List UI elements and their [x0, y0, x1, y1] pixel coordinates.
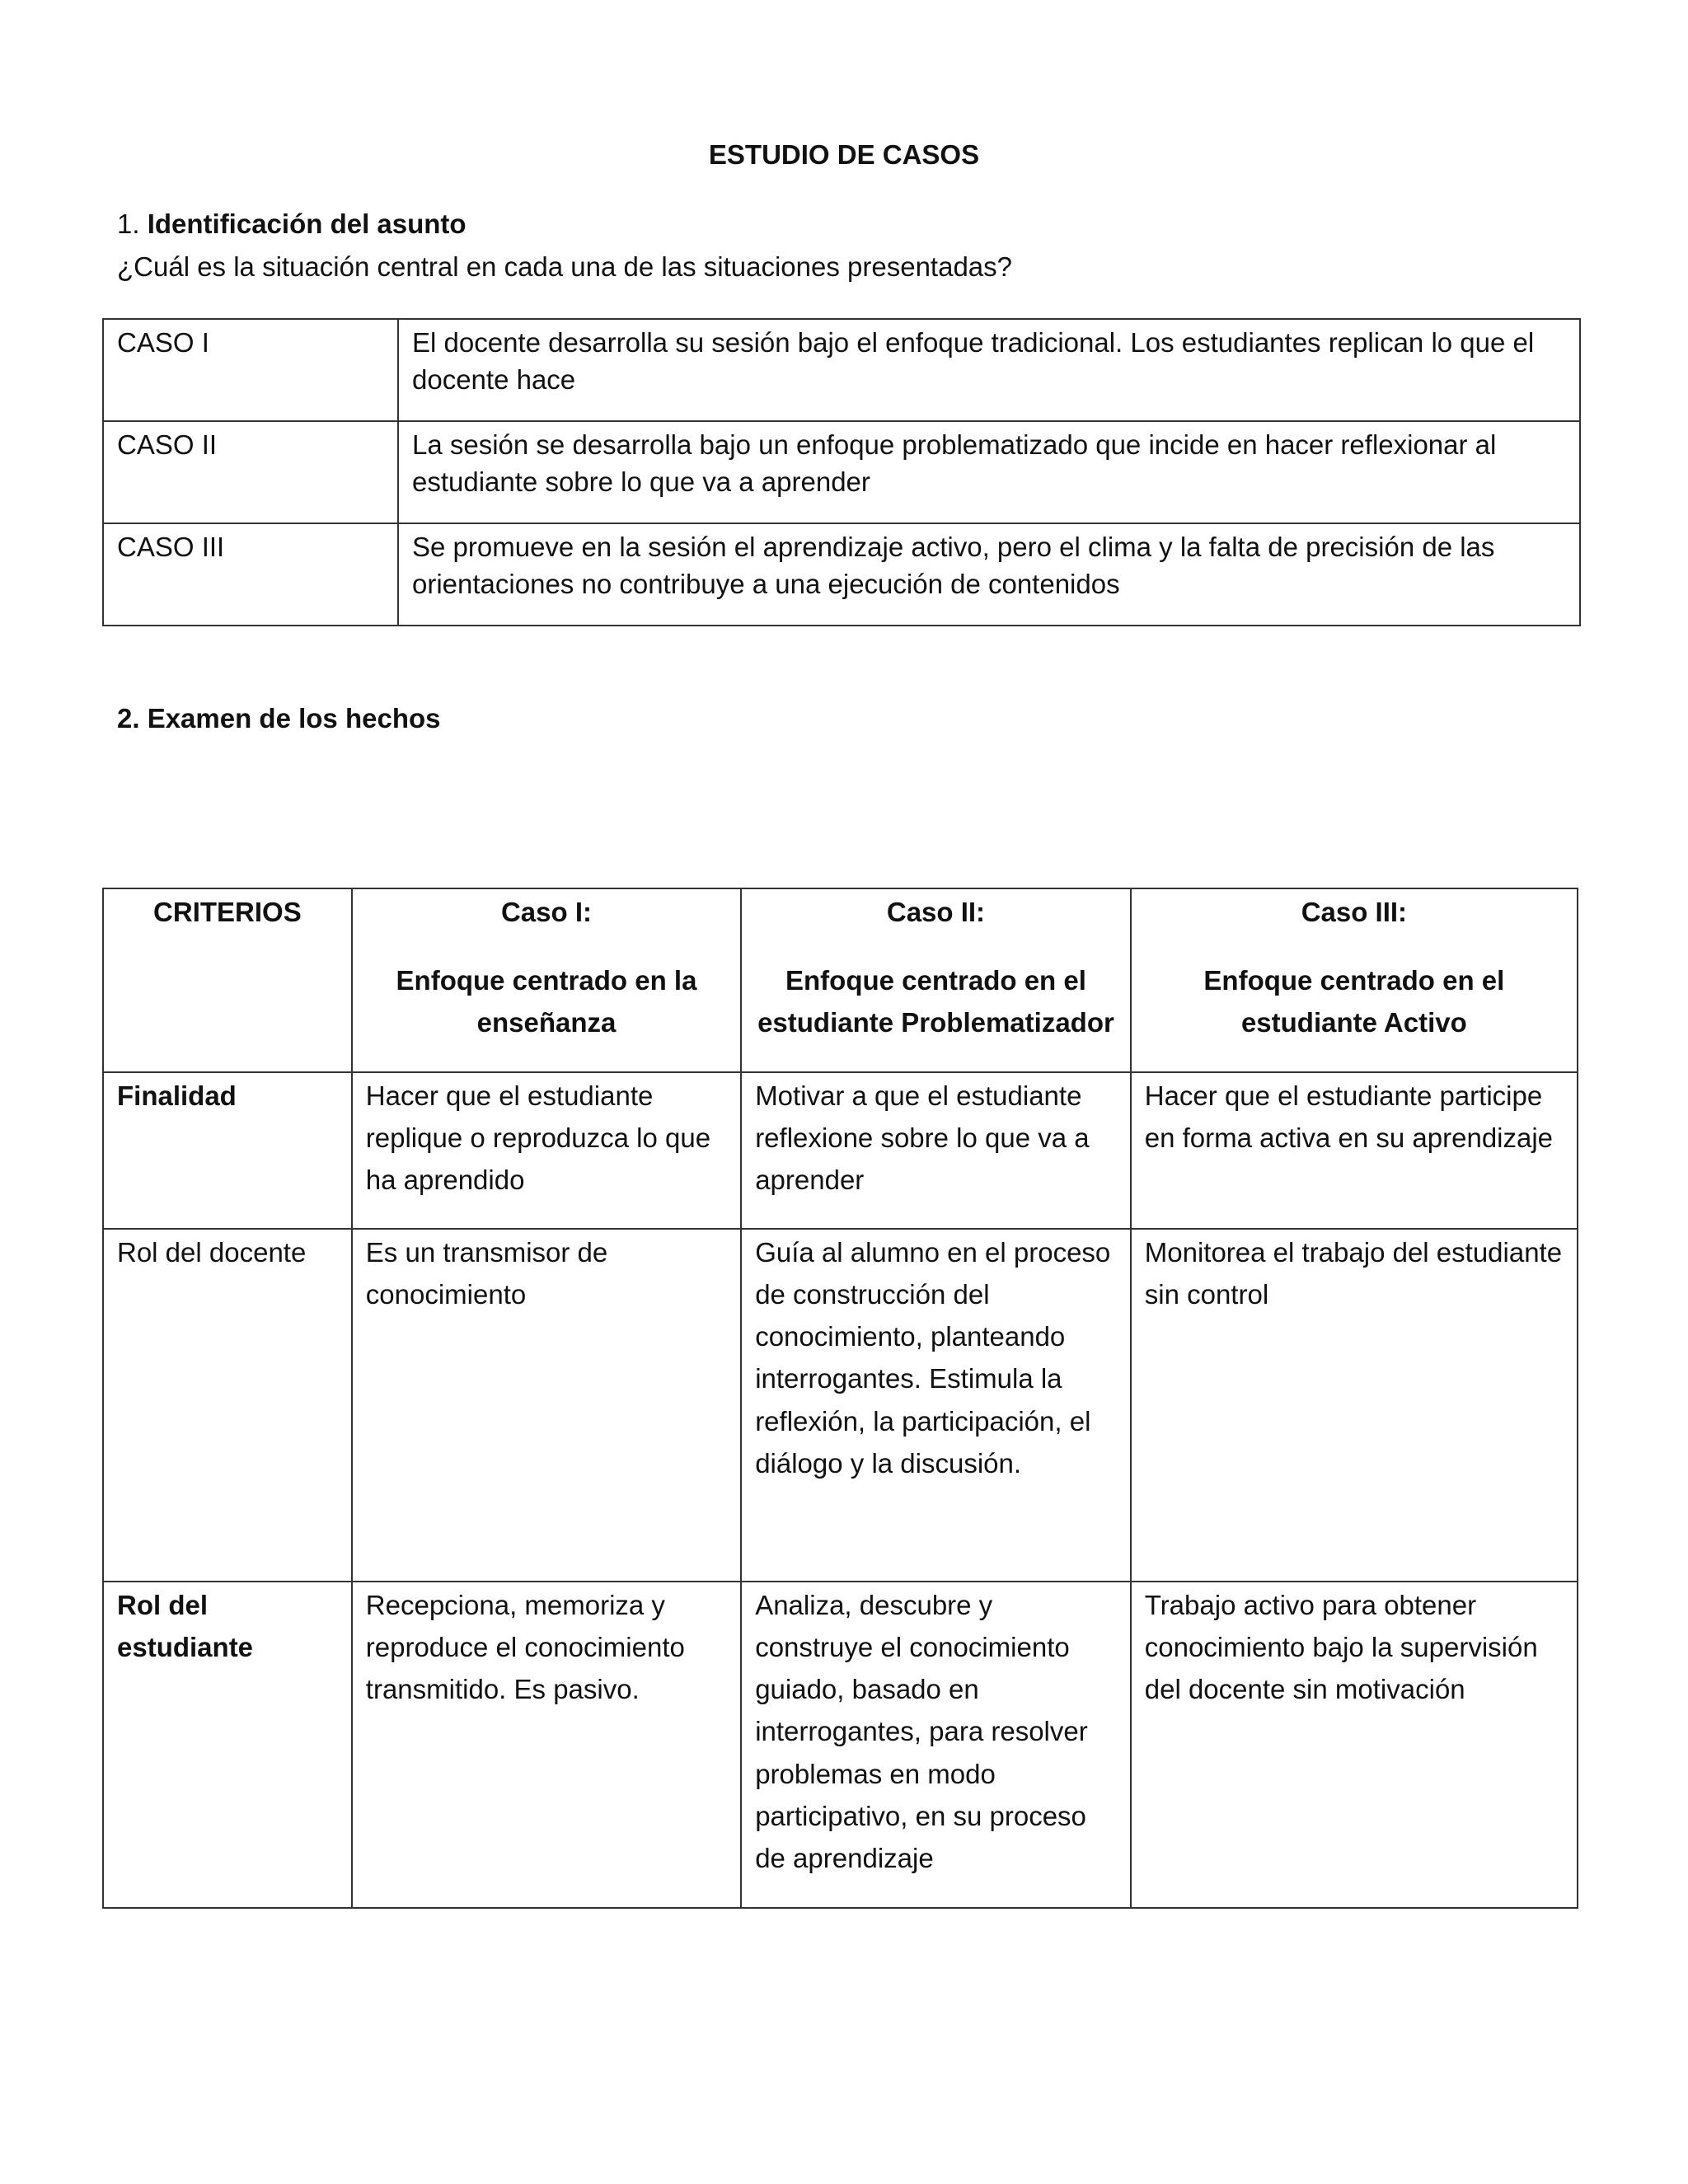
case3-cell: Monitorea el trabajo del estudiante sin control: [1131, 1229, 1578, 1582]
header-case1: [352, 888, 741, 1072]
case2-cell: Analiza, descubre y construye el conocimiento guiado, basado en interrogantes, para resolver problemas en modo participativo, en su proceso de aprendizaje: [741, 1582, 1131, 1908]
case2-cell: Guía al alumno en el proceso de construcción del conocimiento, planteando interrogantes. Estimula la reflexión, la participación, el diálogo y la discusión.: [741, 1229, 1131, 1582]
header-case1-title: Caso I:: [500, 897, 592, 927]
case-description: Se promueve en la sesión el aprendizaje activo, pero el clima y la falta de precisión de las orientaciones no contribuye a una ejecución de contenidos: [398, 523, 1580, 626]
section1-title: Identificación del asunto: [147, 209, 467, 239]
criterion-cell: Rol del estudiante: [103, 1582, 352, 1908]
header-criterios: CRITERIOS: [103, 888, 352, 1072]
table-row: [103, 421, 1580, 523]
section1-number: 1.: [117, 209, 140, 239]
case-summary-table: [102, 318, 1581, 626]
case-description: El docente desarrolla su sesión bajo el enfoque tradicional. Los estudiantes replican lo que el docente hace: [398, 319, 1580, 421]
table-row: [103, 1229, 1578, 1582]
header-case3-title: Caso III:: [1301, 897, 1408, 927]
case1-cell: Es un transmisor de conocimiento: [352, 1229, 741, 1582]
header-case2: [741, 888, 1131, 1072]
header-case1-subtitle: Enfoque centrado en la enseñanza: [396, 965, 697, 1038]
case1-cell: Recepciona, memoriza y reproduce el conocimiento transmitido. Es pasivo.: [352, 1582, 741, 1908]
case-label: CASO I: [103, 319, 398, 421]
criteria-table: [102, 888, 1578, 1909]
section1-question: ¿Cuál es la situación central en cada una de las situaciones presentadas?: [117, 251, 1013, 282]
criterion-cell: Finalidad: [103, 1072, 352, 1229]
table-row: [103, 523, 1580, 626]
section2-heading: 2. Examen de los hechos: [117, 703, 441, 733]
table-row: [103, 1072, 1578, 1229]
header-case2-title: Caso II:: [886, 897, 986, 927]
document-title: ESTUDIO DE CASOS: [708, 139, 980, 170]
case3-cell: Trabajo activo para obtener conocimiento bajo la supervisión del docente sin motivación: [1131, 1582, 1578, 1908]
criterion-cell: Rol del docente: [103, 1229, 352, 1582]
header-case2-subtitle: Enfoque centrado en el estudiante Problematizador: [757, 965, 1114, 1038]
case2-cell: Motivar a que el estudiante reflexione sobre lo que va a aprender: [741, 1072, 1131, 1229]
section1-heading: [117, 206, 467, 243]
header-case3: [1131, 888, 1578, 1072]
case-label: CASO III: [103, 523, 398, 626]
case-description: La sesión se desarrolla bajo un enfoque problematizado que incide en hacer reflexionar al estudiante sobre lo que va a aprender: [398, 421, 1580, 523]
table-header-row: [103, 888, 1578, 1072]
table-row: [103, 1582, 1578, 1908]
table-row: [103, 319, 1580, 421]
case-label: CASO II: [103, 421, 398, 523]
case1-cell: Hacer que el estudiante replique o reproduzca lo que ha aprendido: [352, 1072, 741, 1229]
header-case3-subtitle: Enfoque centrado en el estudiante Activo: [1203, 965, 1505, 1038]
case3-cell: Hacer que el estudiante participe en forma activa en su aprendizaje: [1131, 1072, 1578, 1229]
